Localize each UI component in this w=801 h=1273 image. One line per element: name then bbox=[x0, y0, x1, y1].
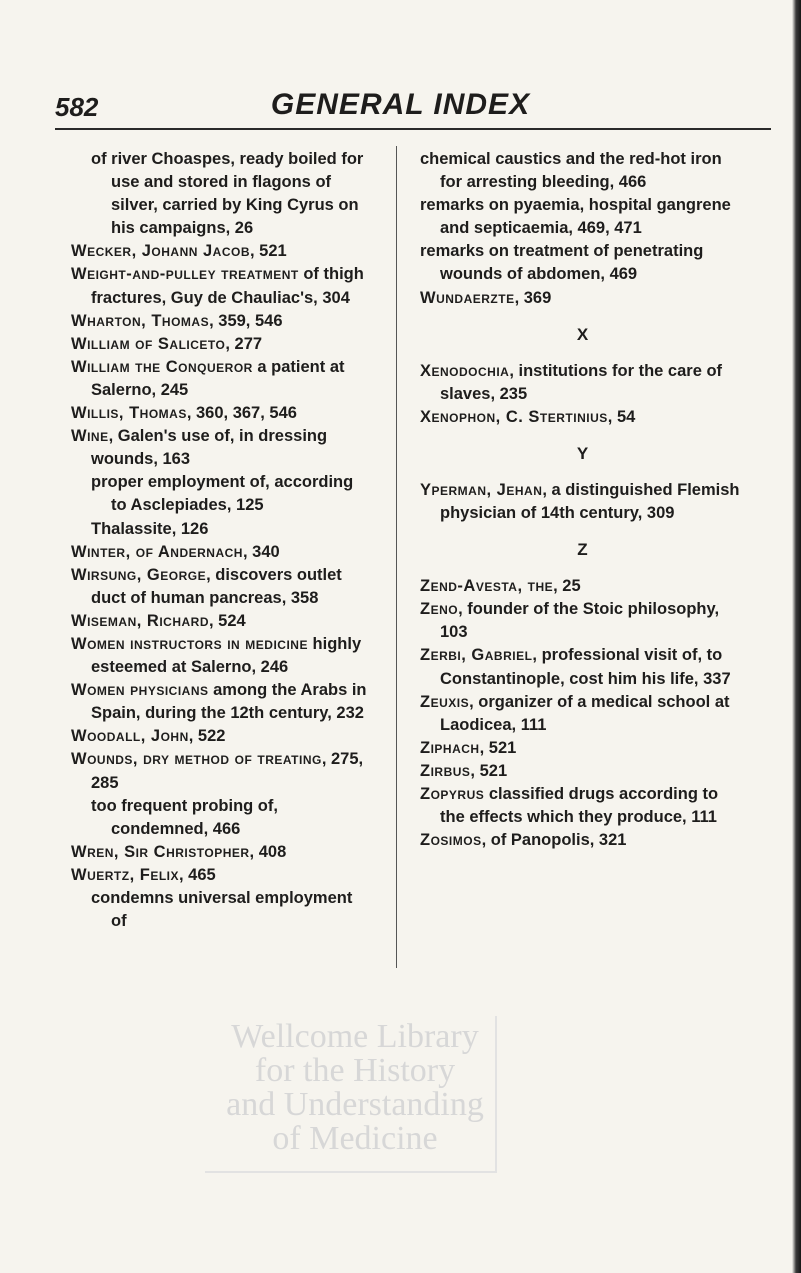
index-headword: Xenophon, C. Stertinius bbox=[420, 407, 608, 426]
index-entry bbox=[420, 360, 745, 406]
index-entry-text: X bbox=[576, 324, 589, 344]
index-entry bbox=[420, 737, 745, 760]
index-headword: Zeuxis bbox=[420, 692, 470, 711]
index-entry bbox=[71, 841, 371, 864]
index-subentry bbox=[71, 518, 371, 541]
index-entry-text: Y bbox=[576, 443, 589, 463]
index-entry bbox=[71, 864, 371, 887]
index-entry-text: among the Arabs in Spain, during the 12th century, 232 bbox=[91, 681, 367, 723]
index-entry-text: , a distinguished Flemish physician of 14th century, 309 bbox=[440, 480, 740, 523]
index-entry-text: , institutions for the care of slaves, 235 bbox=[440, 361, 723, 403]
index-subentry bbox=[71, 795, 371, 841]
index-entry bbox=[420, 406, 745, 429]
index-entry bbox=[71, 748, 371, 794]
index-entry bbox=[71, 333, 371, 356]
index-entry bbox=[71, 725, 371, 748]
index-entry bbox=[71, 541, 371, 564]
index-headword: Wiseman, Richard bbox=[71, 611, 209, 630]
index-entry-text: , Galen's use of, in dressing wounds, 163 bbox=[91, 427, 328, 469]
index-entry-text: of river Choaspes, ready boiled for use and stored in flagons of silver, carried by King Cyrus on his campaigns, 26 bbox=[91, 150, 364, 238]
index-headword: Weight-and-pulley treatment bbox=[71, 265, 299, 284]
index-entry-text: remarks on treatment of penetrating wounds of abdomen, 469 bbox=[420, 242, 704, 284]
index-entry bbox=[71, 240, 371, 263]
index-entry bbox=[420, 829, 745, 852]
index-entry-text: , founder of the Stoic philosophy, 103 bbox=[440, 600, 720, 642]
index-entry bbox=[420, 644, 745, 690]
index-headword: Wharton, Thomas bbox=[71, 311, 210, 330]
index-headword: Woodall, John bbox=[71, 727, 189, 746]
index-entry bbox=[420, 691, 745, 737]
watermark-line: and Understanding bbox=[226, 1086, 484, 1123]
index-headword: Zosimos bbox=[420, 831, 482, 850]
index-headword: William the Conqueror bbox=[71, 357, 253, 376]
index-headword: Wuertz, Felix bbox=[71, 865, 179, 884]
index-headword: Women physicians bbox=[71, 681, 209, 700]
index-entry bbox=[420, 598, 745, 644]
index-entry bbox=[71, 564, 371, 610]
index-entry-text: proper employment of, according to Asclepiades, 125 bbox=[91, 473, 354, 515]
index-entry bbox=[71, 356, 371, 402]
index-subentry bbox=[71, 148, 371, 240]
index-entry-text: a patient at Salerno, 245 bbox=[91, 357, 345, 399]
index-entry-text: , 25 bbox=[553, 577, 581, 596]
index-entry bbox=[420, 479, 745, 525]
index-entry bbox=[71, 610, 371, 633]
index-entry-text: condemns universal employment of bbox=[91, 889, 353, 931]
index-headword: Winter, of Andernach bbox=[71, 542, 243, 561]
index-entry bbox=[71, 310, 371, 333]
index-headword: Zopyrus bbox=[420, 784, 485, 803]
index-headword: Zerbi, Gabriel bbox=[420, 646, 533, 665]
index-column-left bbox=[71, 148, 371, 933]
watermark-line: Wellcome Library bbox=[231, 1018, 479, 1055]
index-entry bbox=[420, 240, 745, 286]
index-headword: Wecker, Johann Jacob bbox=[71, 242, 251, 261]
index-entry bbox=[71, 402, 371, 425]
index-headword: Wine bbox=[71, 427, 109, 446]
index-entry-text: , discovers outlet duct of human pancreas, 358 bbox=[91, 565, 342, 607]
page-header bbox=[0, 84, 801, 134]
index-entry-text: , 54 bbox=[607, 407, 636, 426]
index-entry bbox=[71, 425, 371, 471]
index-entry bbox=[420, 575, 745, 598]
index-entry-text: , 521 bbox=[250, 242, 287, 261]
index-entry-text: , 521 bbox=[470, 761, 508, 780]
library-watermark bbox=[205, 1020, 505, 1170]
index-entry-text: , 369 bbox=[514, 288, 552, 307]
index-entry-text: , 360, 367, 546 bbox=[186, 404, 297, 423]
running-title: GENERAL INDEX bbox=[270, 88, 531, 121]
index-entry bbox=[71, 633, 371, 679]
index-headword: Wounds, dry method of treating bbox=[71, 750, 322, 769]
index-entry-text: , 521 bbox=[479, 738, 517, 757]
index-headword: William of Saliceto bbox=[71, 334, 226, 353]
index-entry-text: , 277 bbox=[225, 334, 263, 353]
index-headword: Ziphach bbox=[420, 738, 480, 757]
index-column-right bbox=[420, 148, 745, 852]
index-entry-text: of thigh fractures, Guy de Chauliac's, 304 bbox=[91, 265, 364, 307]
index-entry bbox=[420, 783, 745, 829]
index-entry-text: classified drugs according to the effects which they produce, 111 bbox=[440, 784, 719, 827]
index-entry-text: , professional visit of, to Constantinople, cost him his life, 337 bbox=[440, 646, 731, 688]
index-entry-text: too frequent probing of, condemned, 466 bbox=[91, 796, 278, 838]
index-entry-text: , 359, 546 bbox=[209, 311, 283, 330]
index-entry-text: highly esteemed at Salerno, 246 bbox=[91, 634, 362, 677]
page-edge-shadow bbox=[792, 0, 801, 1273]
index-headword: Wren, Sir Christopher bbox=[71, 842, 250, 861]
index-headword: Yperman, Jehan bbox=[420, 480, 543, 499]
index-entry bbox=[71, 679, 371, 725]
index-headword: Wundaerzte bbox=[420, 288, 515, 307]
index-entry-text: Z bbox=[577, 540, 588, 560]
index-entry bbox=[420, 148, 745, 194]
index-entry-text: , of Panopolis, 321 bbox=[481, 831, 627, 850]
page-number: 582 bbox=[55, 92, 99, 122]
column-divider bbox=[396, 146, 397, 968]
index-entry-text: , 340 bbox=[242, 542, 280, 561]
index-entry-text: remarks on pyaemia, hospital gangrene and septicaemia, 469, 471 bbox=[420, 196, 731, 238]
index-entry bbox=[71, 263, 371, 309]
index-entry-text: , 465 bbox=[179, 865, 216, 884]
index-headword: Wirsung, George bbox=[71, 565, 207, 584]
watermark-line: for the History bbox=[254, 1052, 456, 1089]
letter-heading bbox=[420, 310, 745, 360]
index-entry-text: , organizer of a medical school at Laodicea, 111 bbox=[440, 692, 730, 734]
index-headword: Zend-Avesta, the bbox=[420, 577, 554, 596]
letter-heading bbox=[420, 429, 745, 479]
index-entry-text: Thalassite, 126 bbox=[91, 519, 209, 538]
index-entry-text: , 522 bbox=[188, 727, 226, 746]
index-headword: Xenodochia bbox=[420, 361, 510, 380]
index-entry bbox=[420, 194, 745, 240]
watermark-line: of Medicine bbox=[272, 1120, 438, 1157]
index-entry bbox=[420, 760, 745, 783]
header-rule bbox=[55, 128, 771, 130]
letter-heading bbox=[420, 525, 745, 575]
index-headword: Women instructors in medicine bbox=[71, 634, 308, 653]
index-entry-text: , 408 bbox=[249, 842, 287, 861]
index-subentry bbox=[71, 471, 371, 517]
index-entry-text: , 524 bbox=[209, 611, 246, 630]
index-headword: Willis, Thomas bbox=[71, 404, 187, 423]
index-headword: Zirbus bbox=[420, 761, 471, 780]
index-subentry bbox=[71, 887, 371, 933]
index-entry-text: chemical caustics and the red-hot iron for arresting bleeding, 466 bbox=[420, 150, 722, 192]
index-headword: Zeno bbox=[420, 600, 459, 619]
index-entry bbox=[420, 287, 745, 310]
index-entry-text: , 275, 285 bbox=[91, 750, 364, 792]
